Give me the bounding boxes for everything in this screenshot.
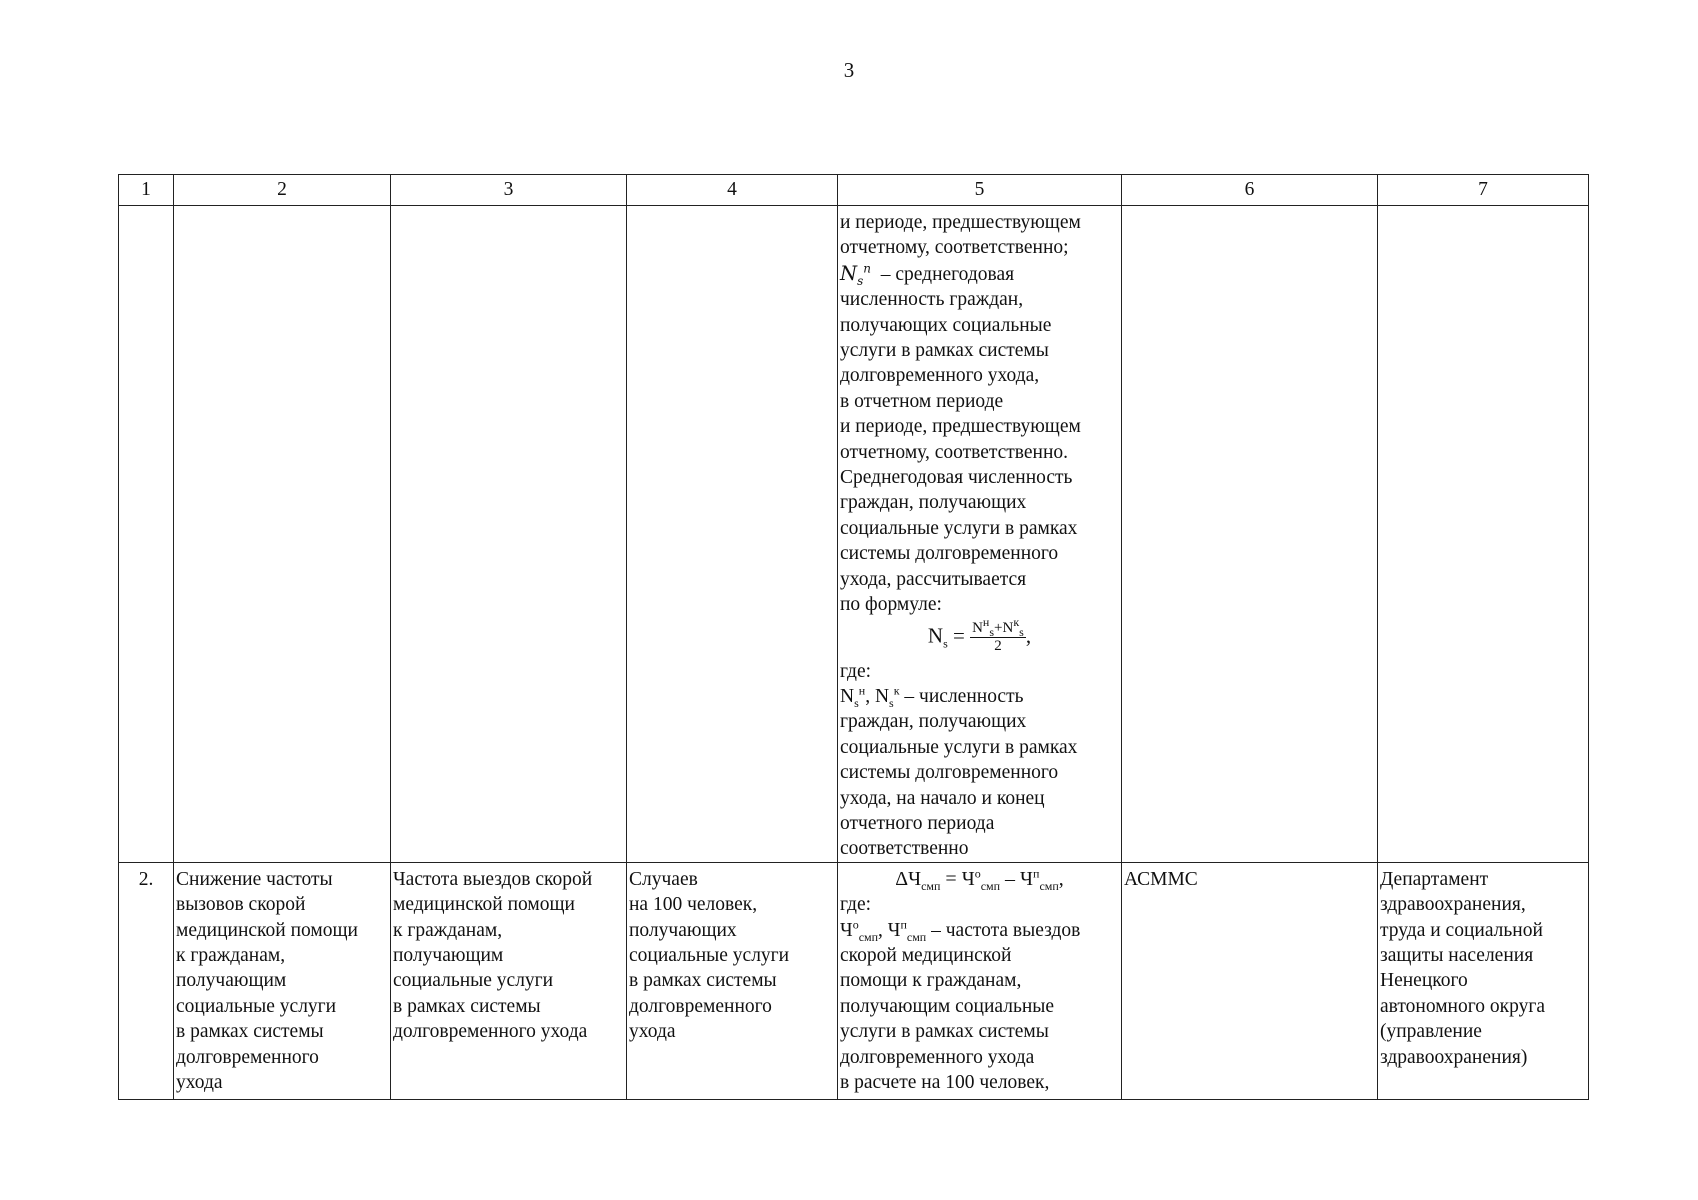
header-cell: 3: [391, 175, 627, 206]
text-line: на 100 человек,: [629, 894, 758, 916]
math-sup: о: [852, 917, 859, 932]
text-line: в рамках системы: [393, 995, 541, 1017]
text-line: Частота выездов скорой: [393, 868, 593, 890]
math-sup: к: [893, 683, 900, 698]
text-line: в расчете на 100 человек,: [840, 1072, 1050, 1093]
formula-ch2: Ч: [1020, 867, 1034, 890]
text-line: соответственно: [840, 838, 969, 860]
text-line: социальные услуги: [629, 944, 790, 966]
text-line: получающих: [629, 919, 737, 941]
dch-formula: [840, 867, 1119, 892]
text-line: медицинской помощи: [176, 919, 358, 941]
text-line: долговременного ухода: [840, 1046, 1035, 1068]
text-line: Случаев: [629, 868, 698, 890]
header-cell: 1: [119, 175, 174, 206]
formula-lhs-sub: s: [943, 636, 948, 650]
text-line: долговременного ухода: [393, 1021, 588, 1043]
row2-col3-indicator: [391, 862, 627, 1099]
header-row: [119, 175, 1589, 206]
text-line: системы долговременного: [840, 543, 1059, 565]
math-sub: s: [889, 695, 894, 710]
text-line: ухода: [629, 1021, 676, 1043]
header-cell: 7: [1378, 175, 1589, 206]
table-row: [119, 862, 1589, 1099]
text-line: к гражданам,: [393, 919, 503, 941]
formula-sup-o: о: [974, 866, 981, 881]
math-sub: s: [857, 273, 864, 288]
text-line: ухода, рассчитывается: [840, 568, 1027, 590]
text-line: социальные услуги в рамках: [840, 517, 1078, 539]
text-line: социальные услуги: [393, 970, 554, 992]
text-line: социальные услуги: [176, 995, 337, 1017]
text-line: в отчетном периоде: [840, 390, 1004, 412]
text-line: здравоохранения): [1380, 1046, 1528, 1068]
text-line: граждан, получающих: [840, 492, 1027, 514]
text-line: услуги в рамках системы: [840, 340, 1049, 362]
math-sub: s: [854, 695, 859, 710]
ch-definition-line: $Ч^о_{смп}$, $Ч^п_{смп}$ – частота выездов: [840, 917, 1081, 944]
row2-col7-responsible: [1378, 862, 1589, 1099]
text-line: отчетному, соответственно.: [840, 441, 1069, 463]
row2-col6-source: АСММС: [1122, 862, 1378, 1099]
num-n1: N: [972, 619, 983, 636]
header-cell: 5: [838, 175, 1122, 206]
text-line: Среднегодовая численность: [840, 467, 1073, 489]
text-line: численность граждан,: [840, 289, 1024, 311]
text-line: труда и социальной: [1380, 919, 1543, 941]
text-line: получающим: [393, 944, 504, 966]
text-line: и периоде, предшествующем: [840, 416, 1081, 438]
text-line: ухода, на начало и конец: [840, 787, 1045, 809]
math-sup: п: [900, 917, 907, 932]
ch-definition-text: – частота выездов: [931, 919, 1081, 941]
page-number: 3: [843, 58, 855, 82]
row2-col2-goal: [174, 862, 391, 1099]
row1-col5-method: [838, 206, 1122, 863]
formula-tail: ,: [1025, 622, 1032, 647]
formula-minus: –: [1005, 867, 1016, 890]
formula-ch1: Ч: [961, 867, 975, 890]
text-line: в рамках системы: [176, 1021, 324, 1043]
text-line: системы долговременного: [840, 762, 1059, 784]
row2-number: 2.: [119, 862, 174, 1099]
text-line: долговременного ухода,: [840, 365, 1040, 387]
formula-lhs: N: [927, 622, 944, 647]
num-n2: N: [1002, 619, 1014, 636]
num-plus: +: [994, 619, 1003, 636]
nn-nk-text: – численность: [904, 685, 1024, 707]
math-sub: смп: [858, 929, 879, 944]
row1-col1: [119, 206, 174, 863]
np-definition-line: [840, 261, 1119, 287]
formula-tail: ,: [1058, 867, 1064, 890]
text-line: услуги в рамках системы: [840, 1021, 1049, 1043]
text-line: долговременного: [176, 1046, 319, 1068]
np-definition-text: – среднегодовая: [880, 263, 1015, 285]
formula-eq: =: [945, 867, 957, 890]
ns-formula: $N_s$ = $\frac{N^н_s+N^к_s}{2}$ ,: [927, 614, 1032, 654]
text-line: медицинской помощи: [393, 894, 575, 916]
text-line: автономного округа: [1380, 995, 1545, 1017]
text-line: получающим: [176, 970, 287, 992]
header-cell: 2: [174, 175, 391, 206]
num-sup2: к: [1013, 614, 1020, 629]
fraction-denominator: 2: [994, 637, 1002, 654]
math-sup: н: [858, 683, 866, 698]
fraction-numerator: [970, 614, 1026, 639]
row1-col6: [1122, 206, 1378, 863]
text-line: здравоохранения,: [1380, 894, 1526, 916]
formula-delta: ΔЧ: [895, 867, 922, 890]
text-line: Департамент: [1380, 868, 1489, 890]
num-sup1: н: [982, 614, 990, 629]
formula-sup-p: п: [1033, 866, 1040, 881]
text-line: по формуле:: [840, 594, 942, 616]
header-cell: 4: [627, 175, 838, 206]
text-line: защиты населения: [1380, 944, 1534, 966]
text-line: (управление: [1380, 1021, 1482, 1043]
num-sub2: s: [1019, 624, 1024, 639]
header-cell: 6: [1122, 175, 1378, 206]
math-sub: смп: [906, 929, 927, 944]
table-row: [119, 206, 1589, 863]
text-line: получающих социальные: [840, 314, 1052, 336]
row1-col2: [174, 206, 391, 863]
text-line: долговременного: [629, 995, 772, 1017]
text-line: отчетному, соответственно;: [840, 237, 1069, 259]
text-line: в рамках системы: [629, 970, 777, 992]
row2-col4-unit: [627, 862, 838, 1099]
math-n: $N_s^п$: [840, 261, 871, 288]
text-line: отчетного периода: [840, 812, 995, 834]
row1-col3: [391, 206, 627, 863]
where-label: где:: [840, 894, 872, 916]
num-sub1: s: [989, 624, 995, 639]
where-label: где:: [840, 660, 872, 682]
text-line: и периоде, предшествующем: [840, 212, 1081, 233]
text-line: граждан, получающих: [840, 711, 1027, 733]
text-line: к гражданам,: [176, 944, 286, 966]
formula-sub: смп: [1039, 878, 1059, 893]
row2-col5-method: [838, 862, 1122, 1099]
text-line: Снижение частоты: [176, 868, 333, 890]
formula-sub: смп: [921, 878, 941, 893]
nn-nk-definition-line: $N_s^н$, $N_s^к$ – численность: [840, 683, 1024, 710]
row1-col7: [1378, 206, 1589, 863]
row1-col4: [627, 206, 838, 863]
math-sup: п: [863, 261, 871, 276]
text-line: скорой медицинской: [840, 944, 1012, 966]
text-line: помощи к гражданам,: [840, 970, 1022, 992]
text-line: получающим социальные: [840, 995, 1055, 1017]
text-line: ухода: [176, 1072, 223, 1093]
text-line: вызовов скорой: [176, 894, 306, 916]
text-line: социальные услуги в рамках: [840, 736, 1078, 758]
text-line: Ненецкого: [1380, 970, 1468, 992]
indicator-table: [118, 174, 1589, 1100]
formula-sub: смп: [980, 878, 1001, 893]
